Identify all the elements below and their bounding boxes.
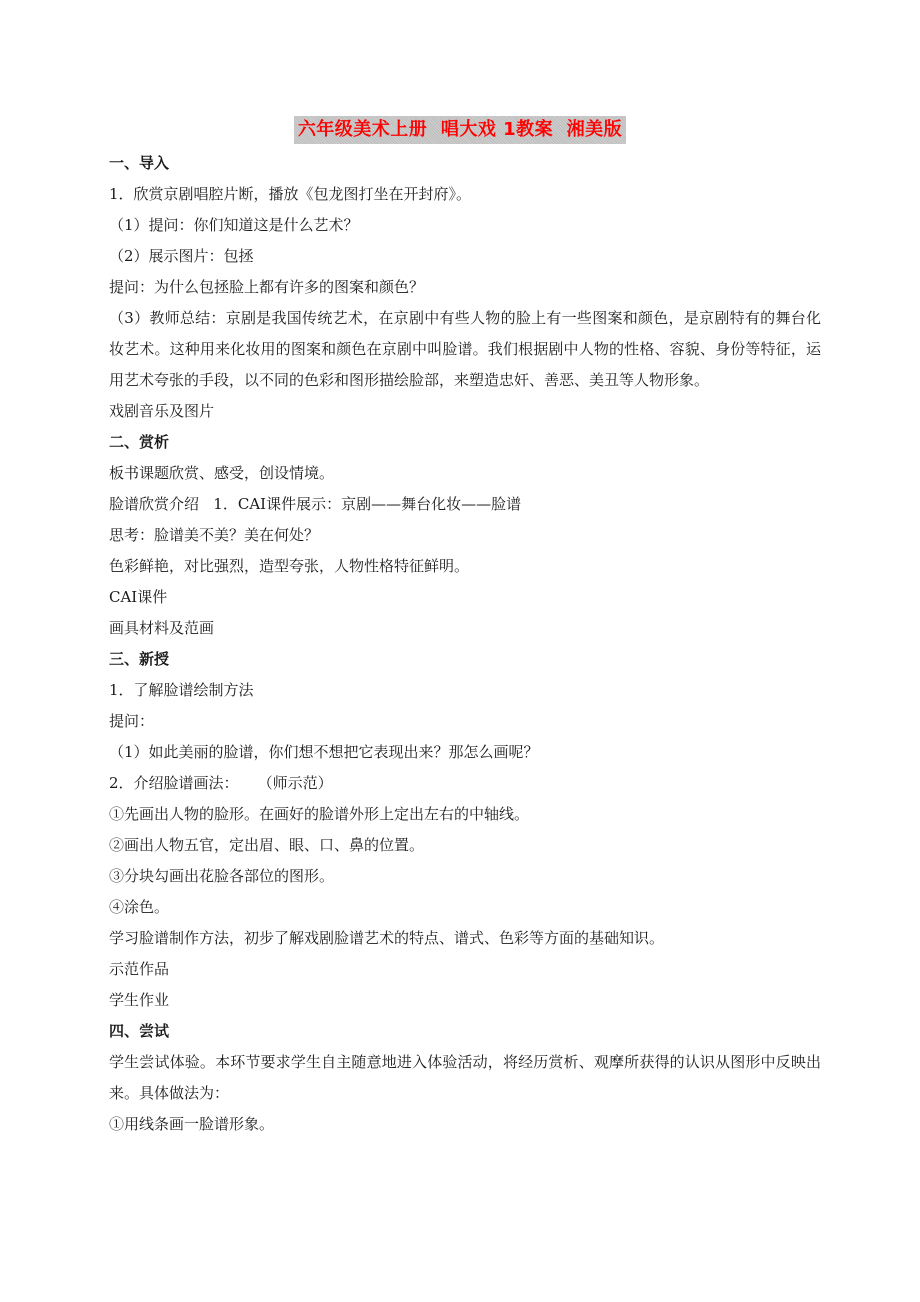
document-title: 六年级美术上册 唱大戏 1教案 湘美版 (294, 116, 626, 144)
document-body (109, 148, 821, 1140)
paragraph: 示范作品 (109, 960, 170, 978)
paragraph: （2）展示图片：包拯 (109, 247, 254, 265)
paragraph: 学生作业 (109, 991, 170, 1009)
paragraph: ③分块勾画出花脸各部位的图形。 (109, 867, 335, 885)
paragraph: 色彩鲜艳，对比强烈，造型夸张，人物性格特征鲜明。 (109, 557, 470, 575)
paragraph: 戏剧音乐及图片 (109, 402, 215, 420)
paragraph: ④涂色。 (109, 898, 170, 916)
paragraph: 脸谱欣赏介绍 1．CAI课件展示：京剧——舞台化妆——脸谱 (109, 495, 522, 513)
paragraph: （1）提问：你们知道这是什么艺术？ (109, 216, 359, 234)
section-heading-appreciation: 二、赏析 (109, 433, 170, 451)
paragraph: 学习脸谱制作方法，初步了解戏剧脸谱艺术的特点、谱式、色彩等方面的基础知识。 (109, 929, 665, 947)
paragraph: 1．了解脸谱绘制方法 (109, 681, 254, 699)
section-heading-try: 四、尝试 (109, 1022, 170, 1040)
paragraph: ①用线条画一脸谱形象。 (109, 1115, 275, 1133)
paragraph: 2．介绍脸谱画法： （师示范） (109, 774, 333, 792)
title-container (0, 116, 920, 144)
paragraph-teacher-summary: （3）教师总结：京剧是我国传统艺术，在京剧中有些人物的脸上有一些图案和颜色，是京剧特有的舞台化妆艺术。这种用来化妆用的图案和颜色在京剧中叫脸谱。我们根据剧中人物的性格、容貌、身份等特征，运用艺术夸张的手段，以不同的色彩和图形描绘脸部，来塑造忠奸、善恶、美丑等人物形象。 (109, 309, 821, 389)
paragraph: 1．欣赏京剧唱腔片断，播放《包龙图打坐在开封府》。 (109, 185, 472, 203)
paragraph: ②画出人物五官，定出眉、眼、口、鼻的位置。 (109, 836, 425, 854)
paragraph: 画具材料及范画 (109, 619, 215, 637)
paragraph: 思考：脸谱美不美？美在何处？ (109, 526, 320, 544)
section-heading-new-lesson: 三、新授 (109, 650, 170, 668)
paragraph: ①先画出人物的脸形。在画好的脸谱外形上定出左右的中轴线。 (109, 805, 530, 823)
paragraph: CAI课件 (109, 588, 168, 606)
paragraph: （1）如此美丽的脸谱，你们想不想把它表现出来？那怎么画呢？ (109, 743, 539, 761)
paragraph: 学生尝试体验。本环节要求学生自主随意地进入体验活动，将经历赏析、观摩所获得的认识从图形中反映出来。具体做法为： (109, 1053, 821, 1102)
paragraph: 提问： (109, 712, 155, 730)
paragraph: 提问：为什么包拯脸上都有许多的图案和颜色？ (109, 278, 425, 296)
paragraph: 板书课题欣赏、感受，创设情境。 (109, 464, 335, 482)
section-heading-intro: 一、导入 (109, 154, 170, 172)
